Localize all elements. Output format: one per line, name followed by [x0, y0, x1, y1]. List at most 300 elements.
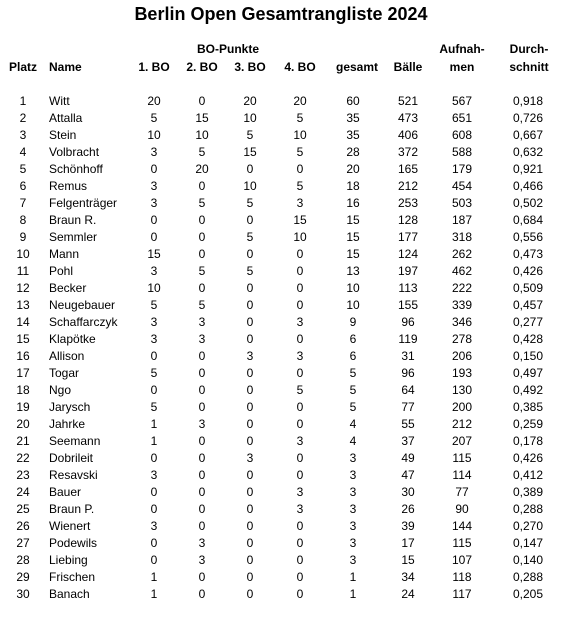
cell-bo4: 0	[296, 281, 304, 295]
cell-bo2: 0	[198, 570, 206, 584]
cell-bo2: 0	[198, 349, 206, 363]
page-title: Berlin Open Gesamtrangliste 2024	[134, 4, 428, 24]
cell-bo2: 0	[198, 94, 206, 108]
cell-bo3: 0	[246, 587, 254, 601]
cell-bo3: 0	[246, 570, 254, 584]
cell-aufnahmen: 179	[451, 162, 473, 176]
header-bo-punkte: BO-Punkte	[196, 42, 260, 56]
cell-gesamt: 5	[349, 400, 357, 414]
cell-bo1: 0	[150, 383, 158, 397]
cell-bo4: 5	[296, 179, 304, 193]
cell-platz: 4	[19, 145, 27, 159]
cell-gesamt: 60	[346, 94, 360, 108]
cell-aufnahmen: 115	[452, 451, 472, 465]
cell-baelle: 124	[397, 247, 419, 261]
table-row	[0, 382, 562, 399]
cell-baelle: 77	[401, 400, 415, 414]
cell-aufnahmen: 567	[451, 94, 473, 108]
cell-bo3: 0	[246, 162, 254, 176]
cell-platz: 24	[16, 485, 30, 499]
cell-baelle: 128	[397, 213, 419, 227]
cell-bo3: 3	[246, 349, 254, 363]
cell-bo3: 0	[246, 400, 254, 414]
cell-platz: 27	[16, 536, 30, 550]
cell-gesamt: 13	[346, 264, 360, 278]
cell-name: Resavski	[49, 468, 98, 482]
cell-bo4: 0	[296, 570, 304, 584]
cell-bo3: 0	[246, 553, 254, 567]
cell-baelle: 212	[397, 179, 419, 193]
cell-schnitt: 0,497	[512, 366, 544, 380]
cell-baelle: 113	[398, 281, 418, 295]
cell-bo3: 15	[243, 145, 257, 159]
cell-bo2: 0	[198, 587, 206, 601]
cell-platz: 11	[16, 264, 30, 278]
cell-name: Wienert	[49, 519, 91, 533]
cell-bo4: 0	[296, 162, 304, 176]
cell-bo2: 0	[198, 383, 206, 397]
cell-gesamt: 3	[349, 519, 357, 533]
cell-schnitt: 0,259	[512, 417, 544, 431]
cell-gesamt: 15	[346, 247, 360, 261]
cell-bo1: 3	[150, 315, 158, 329]
cell-aufnahmen: 107	[451, 553, 473, 567]
cell-gesamt: 4	[349, 417, 357, 431]
cell-bo4: 0	[296, 553, 304, 567]
cell-bo4: 0	[296, 298, 304, 312]
cell-aufnahmen: 77	[455, 485, 469, 499]
cell-schnitt: 0,684	[512, 213, 544, 227]
cell-platz: 30	[16, 587, 30, 601]
cell-bo1: 15	[147, 247, 161, 261]
cell-gesamt: 16	[346, 196, 360, 210]
cell-baelle: 30	[401, 485, 415, 499]
cell-bo3: 3	[246, 451, 254, 465]
cell-bo1: 5	[150, 298, 158, 312]
cell-baelle: 253	[397, 196, 419, 210]
cell-bo3: 0	[246, 502, 254, 516]
cell-bo2: 0	[198, 468, 206, 482]
table-row	[0, 212, 562, 229]
cell-gesamt: 9	[349, 315, 357, 329]
cell-gesamt: 1	[349, 570, 357, 584]
cell-name: Ngo	[49, 383, 72, 397]
cell-schnitt: 0,412	[512, 468, 544, 482]
cell-aufnahmen: 90	[455, 502, 469, 516]
cell-aufnahmen: 318	[451, 230, 473, 244]
header-aufnahmen-line2: men	[449, 60, 475, 74]
cell-aufnahmen: 117	[452, 587, 472, 601]
cell-gesamt: 3	[349, 468, 357, 482]
cell-bo4: 0	[296, 247, 304, 261]
header-bo3: 3. BO	[234, 60, 266, 74]
table-row	[0, 518, 562, 535]
cell-bo4: 5	[296, 383, 304, 397]
cell-aufnahmen: 200	[451, 400, 473, 414]
cell-bo2: 0	[198, 519, 206, 533]
cell-schnitt: 0,389	[512, 485, 544, 499]
cell-schnitt: 0,428	[512, 332, 544, 346]
cell-gesamt: 10	[346, 281, 360, 295]
cell-aufnahmen: 503	[451, 196, 473, 210]
cell-baelle: 521	[397, 94, 419, 108]
cell-bo1: 0	[150, 502, 158, 516]
cell-bo1: 3	[150, 519, 158, 533]
cell-bo2: 10	[195, 128, 209, 142]
cell-platz: 15	[16, 332, 30, 346]
cell-platz: 8	[19, 213, 27, 227]
cell-platz: 25	[16, 502, 30, 516]
cell-bo3: 10	[243, 111, 257, 125]
cell-gesamt: 18	[346, 179, 360, 193]
cell-bo4: 3	[296, 434, 304, 448]
cell-bo3: 0	[246, 519, 254, 533]
header-aufnahmen-line1: Aufnah-	[439, 42, 485, 56]
cell-baelle: 17	[401, 536, 415, 550]
cell-platz: 9	[19, 230, 27, 244]
cell-platz: 22	[16, 451, 30, 465]
cell-aufnahmen: 346	[451, 315, 473, 329]
cell-bo1: 1	[150, 434, 158, 448]
cell-name: Attalla	[49, 111, 83, 125]
cell-platz: 18	[16, 383, 30, 397]
table-row	[0, 229, 562, 246]
cell-platz: 17	[16, 366, 30, 380]
cell-bo4: 0	[296, 468, 304, 482]
cell-bo3: 0	[246, 213, 254, 227]
cell-bo4: 0	[296, 519, 304, 533]
cell-aufnahmen: 651	[451, 111, 473, 125]
cell-bo4: 3	[296, 196, 304, 210]
cell-baelle: 96	[401, 366, 415, 380]
cell-baelle: 24	[401, 587, 415, 601]
cell-bo3: 0	[246, 383, 254, 397]
cell-bo1: 10	[147, 128, 161, 142]
cell-schnitt: 0,140	[512, 553, 544, 567]
cell-bo1: 20	[147, 94, 161, 108]
cell-bo1: 3	[150, 145, 158, 159]
cell-schnitt: 0,492	[512, 383, 544, 397]
cell-bo1: 5	[150, 111, 158, 125]
cell-bo2: 3	[198, 536, 206, 550]
header-platz: Platz	[8, 60, 38, 74]
cell-name: Felgenträger	[49, 196, 118, 210]
table-row	[0, 450, 562, 467]
cell-aufnahmen: 206	[451, 349, 473, 363]
cell-platz: 29	[16, 570, 30, 584]
cell-bo4: 0	[296, 264, 304, 278]
cell-platz: 21	[16, 434, 30, 448]
cell-baelle: 177	[397, 230, 419, 244]
cell-gesamt: 3	[349, 451, 357, 465]
cell-gesamt: 3	[349, 553, 357, 567]
cell-schnitt: 0,385	[512, 400, 544, 414]
table-row	[0, 365, 562, 382]
cell-platz: 14	[16, 315, 30, 329]
cell-bo3: 0	[246, 281, 254, 295]
table-row	[0, 416, 562, 433]
cell-name: Witt	[49, 94, 70, 108]
cell-schnitt: 0,147	[512, 536, 544, 550]
cell-name: Schaffarczyk	[49, 315, 118, 329]
table-row	[0, 246, 562, 263]
cell-name: Stein	[49, 128, 77, 142]
table-row	[0, 552, 562, 569]
cell-bo1: 3	[150, 468, 158, 482]
cell-bo4: 0	[296, 332, 304, 346]
cell-bo1: 0	[150, 485, 158, 499]
cell-bo3: 0	[246, 366, 254, 380]
cell-gesamt: 6	[349, 349, 357, 363]
cell-bo2: 0	[198, 281, 206, 295]
cell-bo1: 3	[150, 264, 158, 278]
cell-bo3: 5	[246, 230, 254, 244]
cell-bo1: 0	[150, 213, 158, 227]
cell-schnitt: 0,270	[512, 519, 544, 533]
cell-gesamt: 20	[346, 162, 360, 176]
table-row	[0, 178, 562, 195]
table-row	[0, 93, 562, 110]
cell-gesamt: 28	[346, 145, 360, 159]
cell-bo1: 0	[150, 230, 158, 244]
cell-bo2: 3	[198, 417, 206, 431]
cell-bo4: 0	[296, 587, 304, 601]
cell-bo2: 0	[198, 247, 206, 261]
cell-schnitt: 0,556	[512, 230, 544, 244]
cell-bo4: 0	[296, 536, 304, 550]
cell-bo1: 1	[150, 587, 158, 601]
cell-baelle: 96	[401, 315, 415, 329]
cell-bo2: 0	[198, 434, 206, 448]
cell-platz: 2	[19, 111, 27, 125]
cell-platz: 16	[16, 349, 30, 363]
cell-platz: 28	[16, 553, 30, 567]
cell-gesamt: 1	[349, 587, 357, 601]
cell-baelle: 39	[401, 519, 415, 533]
cell-baelle: 34	[401, 570, 415, 584]
cell-bo2: 0	[198, 230, 206, 244]
cell-bo3: 0	[246, 298, 254, 312]
cell-bo1: 3	[150, 196, 158, 210]
cell-schnitt: 0,150	[512, 349, 544, 363]
cell-bo1: 3	[150, 332, 158, 346]
cell-bo3: 5	[246, 128, 254, 142]
cell-schnitt: 0,205	[512, 587, 544, 601]
cell-aufnahmen: 588	[451, 145, 473, 159]
cell-bo4: 3	[296, 485, 304, 499]
cell-platz: 1	[19, 94, 27, 108]
cell-name: Remus	[49, 179, 88, 193]
cell-bo2: 0	[198, 366, 206, 380]
cell-name: Jahrke	[49, 417, 86, 431]
cell-name: Podewils	[49, 536, 98, 550]
cell-name: Klapötke	[49, 332, 96, 346]
cell-platz: 10	[16, 247, 30, 261]
cell-name: Neugebauer	[49, 298, 116, 312]
cell-name: Dobrileit	[49, 451, 94, 465]
cell-name: Togar	[49, 366, 80, 380]
cell-bo2: 5	[198, 264, 206, 278]
cell-bo2: 5	[198, 196, 206, 210]
table-row	[0, 297, 562, 314]
cell-platz: 23	[16, 468, 30, 482]
cell-baelle: 26	[401, 502, 415, 516]
cell-aufnahmen: 222	[451, 281, 473, 295]
table-row	[0, 569, 562, 586]
cell-schnitt: 0,918	[512, 94, 544, 108]
cell-baelle: 197	[397, 264, 419, 278]
cell-platz: 26	[16, 519, 30, 533]
cell-baelle: 49	[401, 451, 415, 465]
cell-schnitt: 0,466	[512, 179, 544, 193]
header-bo1: 1. BO	[138, 60, 170, 74]
cell-baelle: 155	[397, 298, 419, 312]
cell-bo1: 5	[150, 400, 158, 414]
table-row	[0, 161, 562, 178]
cell-bo3: 0	[246, 536, 254, 550]
cell-bo2: 15	[195, 111, 209, 125]
cell-bo2: 0	[198, 451, 206, 465]
cell-bo3: 0	[246, 332, 254, 346]
cell-bo3: 5	[246, 196, 254, 210]
cell-aufnahmen: 608	[451, 128, 473, 142]
cell-schnitt: 0,726	[512, 111, 544, 125]
table-row	[0, 110, 562, 127]
cell-bo1: 5	[150, 366, 158, 380]
cell-gesamt: 15	[346, 230, 360, 244]
cell-schnitt: 0,288	[512, 502, 544, 516]
header-bo4: 4. BO	[284, 60, 316, 74]
cell-aufnahmen: 278	[451, 332, 473, 346]
header-schnitt-line2: schnitt	[509, 60, 549, 74]
cell-bo3: 0	[246, 434, 254, 448]
cell-aufnahmen: 130	[451, 383, 473, 397]
cell-name: Allison	[49, 349, 85, 363]
table-row	[0, 535, 562, 552]
table-row	[0, 314, 562, 331]
table-row	[0, 195, 562, 212]
cell-bo1: 10	[147, 281, 161, 295]
cell-baelle: 372	[397, 145, 419, 159]
cell-schnitt: 0,457	[512, 298, 544, 312]
cell-bo2: 0	[198, 400, 206, 414]
cell-name: Seemann	[49, 434, 101, 448]
cell-bo4: 3	[296, 349, 304, 363]
cell-platz: 12	[16, 281, 30, 295]
cell-gesamt: 4	[349, 434, 357, 448]
cell-platz: 6	[19, 179, 27, 193]
cell-platz: 13	[16, 298, 30, 312]
cell-bo1: 0	[150, 536, 158, 550]
cell-platz: 5	[19, 162, 27, 176]
cell-bo4: 0	[296, 451, 304, 465]
cell-bo1: 0	[150, 162, 158, 176]
table-row	[0, 144, 562, 161]
cell-bo3: 5	[246, 264, 254, 278]
cell-bo3: 0	[246, 247, 254, 261]
cell-bo2: 5	[198, 298, 206, 312]
cell-bo1: 1	[150, 417, 158, 431]
cell-baelle: 119	[398, 332, 418, 346]
cell-schnitt: 0,426	[512, 264, 544, 278]
cell-schnitt: 0,921	[512, 162, 544, 176]
cell-aufnahmen: 454	[451, 179, 473, 193]
cell-platz: 20	[16, 417, 30, 431]
cell-bo2: 20	[195, 162, 209, 176]
cell-aufnahmen: 212	[451, 417, 473, 431]
cell-bo4: 5	[296, 145, 304, 159]
cell-bo4: 5	[296, 111, 304, 125]
cell-name: Volbracht	[49, 145, 100, 159]
cell-bo4: 0	[296, 400, 304, 414]
table-row	[0, 501, 562, 518]
cell-bo1: 0	[150, 451, 158, 465]
cell-aufnahmen: 187	[451, 213, 473, 227]
cell-bo2: 5	[198, 145, 206, 159]
cell-bo3: 0	[246, 315, 254, 329]
cell-schnitt: 0,632	[512, 145, 544, 159]
cell-schnitt: 0,509	[512, 281, 544, 295]
cell-aufnahmen: 262	[451, 247, 473, 261]
cell-aufnahmen: 115	[452, 536, 472, 550]
cell-bo2: 0	[198, 485, 206, 499]
cell-bo3: 0	[246, 468, 254, 482]
cell-name: Schönhoff	[49, 162, 103, 176]
cell-gesamt: 35	[346, 128, 360, 142]
cell-gesamt: 6	[349, 332, 357, 346]
cell-bo2: 3	[198, 315, 206, 329]
cell-name: Banach	[49, 587, 90, 601]
cell-gesamt: 5	[349, 366, 357, 380]
cell-bo1: 0	[150, 349, 158, 363]
table-row	[0, 484, 562, 501]
cell-bo3: 0	[246, 417, 254, 431]
cell-bo4: 0	[296, 417, 304, 431]
cell-schnitt: 0,288	[512, 570, 544, 584]
table-row	[0, 433, 562, 450]
cell-bo2: 0	[198, 179, 206, 193]
cell-name: Becker	[49, 281, 87, 295]
cell-bo4: 20	[293, 94, 307, 108]
cell-name: Semmler	[49, 230, 98, 244]
cell-name: Frischen	[49, 570, 96, 584]
cell-aufnahmen: 462	[451, 264, 473, 278]
cell-gesamt: 35	[346, 111, 360, 125]
header-bo2: 2. BO	[186, 60, 218, 74]
cell-schnitt: 0,277	[512, 315, 544, 329]
cell-schnitt: 0,178	[512, 434, 544, 448]
cell-schnitt: 0,426	[512, 451, 544, 465]
table-row	[0, 348, 562, 365]
cell-aufnahmen: 118	[452, 570, 472, 584]
cell-name: Braun P.	[49, 502, 95, 516]
table-row	[0, 263, 562, 280]
cell-bo3: 10	[243, 179, 257, 193]
header-name: Name	[49, 60, 82, 74]
cell-bo2: 3	[198, 553, 206, 567]
cell-bo2: 0	[198, 213, 206, 227]
cell-aufnahmen: 339	[451, 298, 473, 312]
cell-bo4: 3	[296, 315, 304, 329]
cell-schnitt: 0,502	[512, 196, 544, 210]
cell-name: Braun R.	[49, 213, 97, 227]
cell-baelle: 64	[401, 383, 415, 397]
cell-baelle: 37	[401, 434, 415, 448]
cell-gesamt: 3	[349, 536, 357, 550]
table-row	[0, 331, 562, 348]
cell-bo4: 10	[293, 230, 307, 244]
cell-baelle: 165	[397, 162, 419, 176]
